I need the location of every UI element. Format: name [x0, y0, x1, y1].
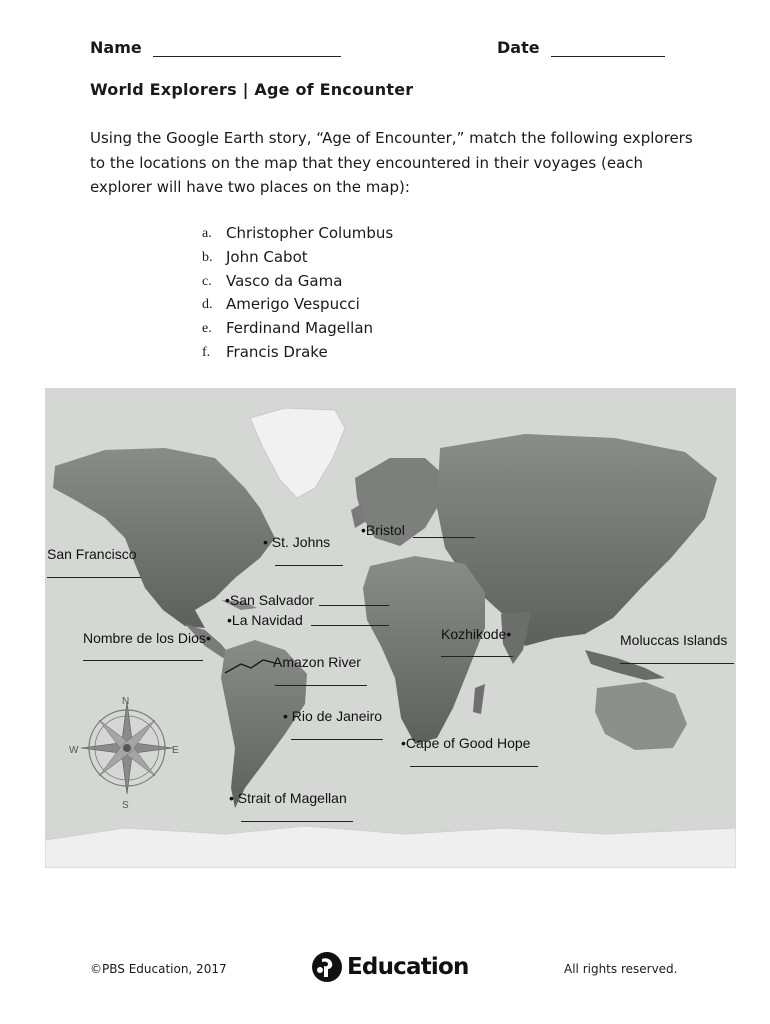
answer-line-st-johns[interactable] — [275, 565, 343, 566]
explorer-item — [202, 246, 393, 270]
explorer-name: Ferdinand Magellan — [226, 319, 374, 338]
worksheet-title: World Explorers | Age of Encounter — [90, 80, 414, 99]
pbs-education-logo — [311, 951, 469, 983]
world-map-landmasses — [45, 388, 736, 868]
answer-line-bristol[interactable] — [413, 537, 475, 538]
rights-text: All rights reserved. — [564, 962, 678, 976]
explorer-letter: d. — [202, 297, 213, 313]
explorer-letter: f. — [202, 344, 211, 360]
explorer-name: Francis Drake — [226, 342, 328, 361]
explorer-name: John Cabot — [226, 247, 308, 266]
explorer-item — [202, 293, 393, 317]
answer-line-strait-of-magellan[interactable] — [241, 821, 353, 822]
pbs-head-icon — [311, 951, 343, 983]
explorer-letter: c. — [202, 273, 212, 289]
location-moluccas-islands: Moluccas Islands — [620, 632, 728, 648]
explorer-item — [202, 317, 393, 341]
compass-n-label: N — [122, 696, 130, 707]
location-san-francisco: San Francisco — [47, 546, 137, 562]
name-label: Name — [90, 38, 142, 57]
explorer-list — [202, 222, 393, 365]
location-bristol: •Bristol — [361, 522, 405, 538]
madagascar-shape — [473, 684, 485, 714]
location-kozhikode: Kozhikode• — [441, 626, 512, 642]
explorer-letter: e. — [202, 321, 212, 337]
answer-line-nombre-de-dios[interactable] — [83, 660, 203, 661]
answer-line-rio-de-janeiro[interactable] — [291, 739, 383, 740]
answer-line-kozhikode[interactable] — [441, 656, 513, 657]
compass-w-label: W — [69, 745, 79, 756]
location-amazon-river: Amazon River — [273, 654, 361, 670]
compass-rose-icon — [81, 702, 173, 794]
explorer-name: Amerigo Vespucci — [226, 295, 360, 314]
answer-line-san-francisco[interactable] — [47, 577, 141, 578]
location-san-salvador: •San Salvador — [225, 592, 314, 608]
date-label: Date — [497, 38, 540, 57]
explorer-name: Vasco da Gama — [226, 271, 343, 290]
antarctica-shape — [45, 826, 736, 868]
date-field — [497, 38, 665, 57]
explorer-name: Christopher Columbus — [226, 224, 394, 242]
sea-islands-shape — [585, 650, 665, 680]
explorer-item — [202, 341, 393, 365]
explorer-letter: b. — [202, 249, 213, 265]
logo-text: Education — [347, 954, 469, 980]
compass-s-label: S — [122, 800, 129, 811]
location-la-navidad: •La Navidad — [227, 612, 303, 628]
name-field — [90, 38, 341, 57]
greenland-shape — [250, 408, 345, 498]
answer-line-moluccas-islands[interactable] — [620, 663, 734, 664]
location-cape-of-good-hope: •Cape of Good Hope — [401, 735, 531, 751]
name-blank[interactable] — [153, 43, 341, 57]
location-st-johns: • St. Johns — [263, 534, 331, 550]
location-rio-de-janeiro: • Rio de Janeiro — [283, 708, 383, 724]
copyright-text: ©PBS Education, 2017 — [90, 962, 227, 976]
compass-e-label: E — [172, 745, 179, 756]
explorer-item — [202, 270, 393, 294]
explorer-letter: a. — [202, 226, 212, 241]
location-nombre-de-dios: Nombre de los Dios• — [83, 630, 211, 646]
australia-shape — [595, 682, 687, 750]
answer-line-la-navidad[interactable] — [311, 625, 389, 626]
location-strait-of-magellan: • Strait of Magellan — [229, 790, 347, 806]
date-blank[interactable] — [551, 43, 665, 57]
answer-line-cape-of-good-hope[interactable] — [410, 766, 538, 767]
world-map — [45, 388, 736, 868]
instructions-text: Using the Google Earth story, “Age of Encounter,” match the following explorers to the locations on the map that they encountered in their voyages (each explorer will have two places on the map): — [90, 129, 693, 196]
explorer-item — [202, 222, 393, 246]
answer-line-san-salvador[interactable] — [319, 605, 389, 606]
answer-line-amazon-river[interactable] — [275, 685, 367, 686]
